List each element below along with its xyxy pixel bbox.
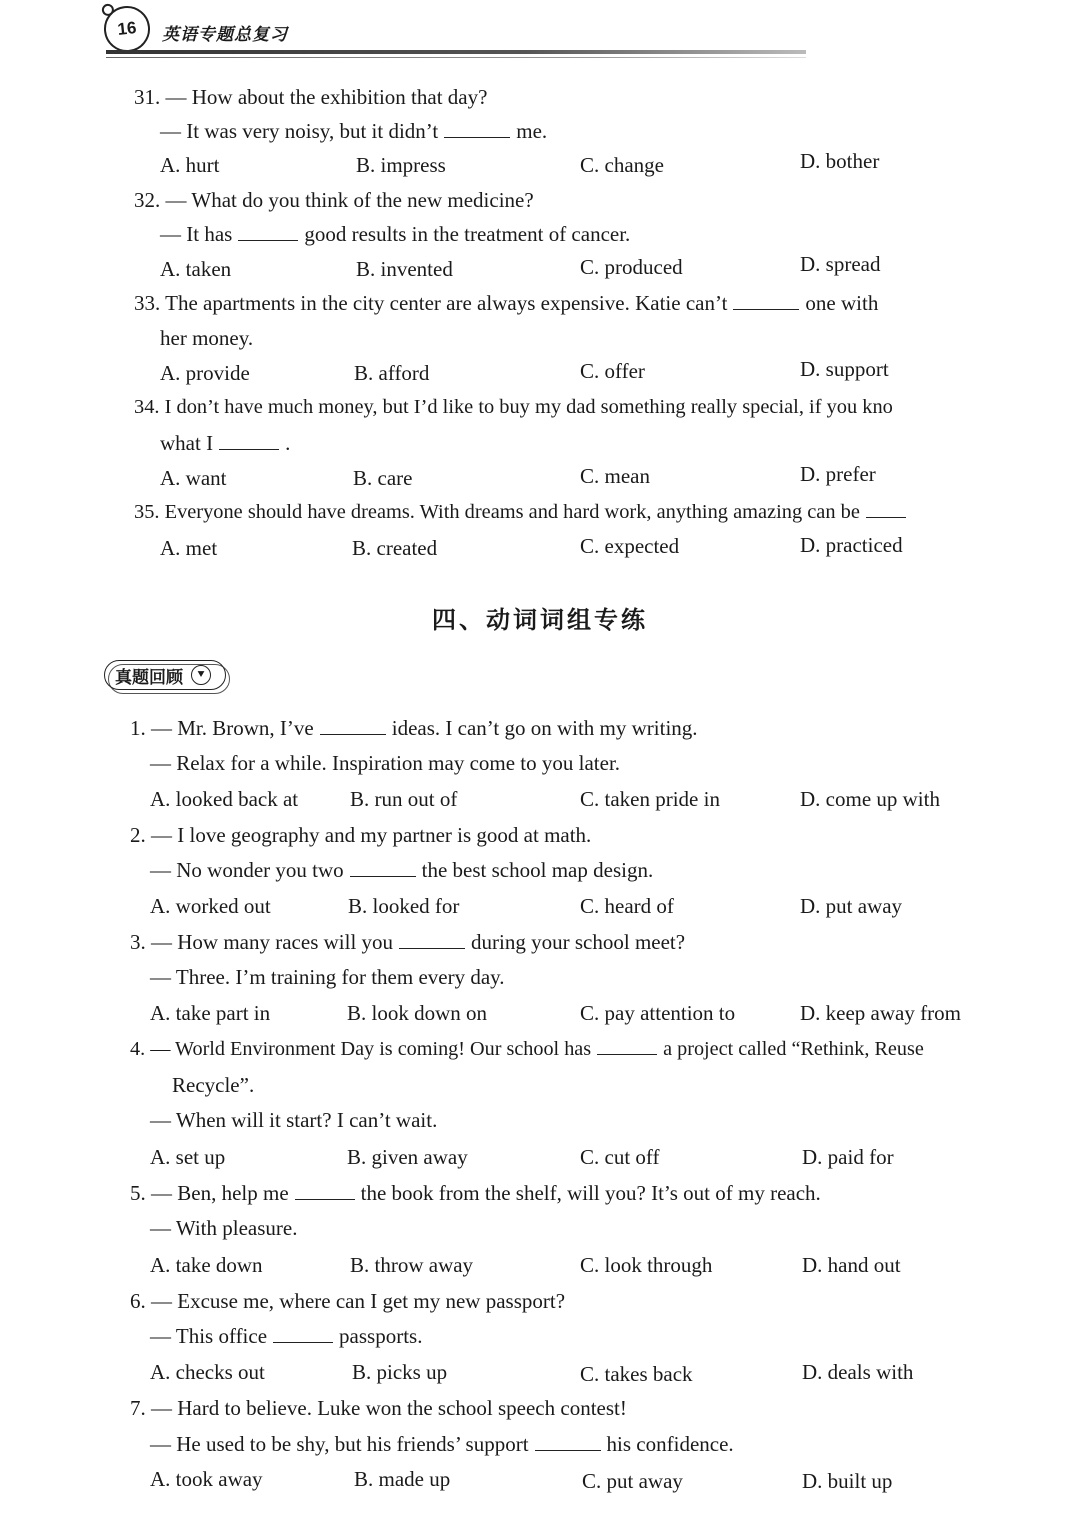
option-b: B. given away bbox=[347, 1145, 468, 1169]
question-number: 1. bbox=[130, 716, 146, 740]
option-a: A. provide bbox=[160, 361, 250, 385]
question-text: good results in the treatment of cancer. bbox=[304, 222, 631, 246]
question-stem bbox=[130, 927, 685, 957]
question-stem bbox=[130, 713, 698, 743]
question-line: — Relax for a while. Inspiration may come to you later. bbox=[150, 751, 621, 775]
question-line bbox=[150, 855, 653, 885]
question-line bbox=[160, 219, 630, 249]
question-stem bbox=[130, 820, 591, 850]
answer-blank bbox=[238, 222, 298, 241]
option-d: D. deals with bbox=[802, 1360, 914, 1384]
option-c: C. taken pride in bbox=[580, 787, 720, 811]
question-text: — Mr. Brown, I’ve bbox=[151, 716, 314, 740]
answer-blank bbox=[219, 431, 279, 450]
option-b: B. care bbox=[353, 466, 413, 490]
question-text: — Ben, help me bbox=[151, 1181, 289, 1205]
answer-blank bbox=[399, 930, 465, 949]
option-a: A. met bbox=[160, 536, 218, 560]
question-stem bbox=[130, 1178, 821, 1208]
question-text: — How many races will you bbox=[151, 930, 394, 954]
review-tag bbox=[104, 660, 226, 690]
book-title: 英语专题总复习 bbox=[162, 25, 288, 45]
option-b: B. invented bbox=[356, 257, 453, 281]
option-c: C. mean bbox=[580, 464, 650, 488]
question-text: Everyone should have dreams. With dreams and hard work, anything amazing can be bbox=[164, 501, 860, 523]
question-line bbox=[160, 428, 290, 458]
option-c: C. heard of bbox=[580, 894, 674, 918]
option-b: B. looked for bbox=[348, 894, 460, 918]
question-stem bbox=[134, 185, 534, 215]
question-line: Recycle”. bbox=[172, 1073, 255, 1097]
option-a: A. set up bbox=[150, 1145, 226, 1169]
question-number: 6. bbox=[130, 1289, 146, 1313]
option-d: D. put away bbox=[800, 894, 903, 918]
question-stem bbox=[134, 82, 487, 112]
question-number: 5. bbox=[130, 1181, 146, 1205]
header-rule bbox=[106, 50, 806, 54]
question-text: — Hard to believe. Luke won the school speech contest! bbox=[151, 1396, 627, 1420]
question-stem bbox=[130, 1286, 565, 1316]
question-text: — He used to be shy, but his friends’ support bbox=[150, 1432, 529, 1456]
answer-blank bbox=[320, 716, 386, 735]
option-a: A. take part in bbox=[150, 1001, 271, 1025]
question-stem bbox=[134, 288, 878, 318]
question-text: — This office bbox=[150, 1324, 268, 1348]
question-text: his confidence. bbox=[606, 1432, 734, 1456]
answer-blank bbox=[273, 1324, 333, 1343]
answer-blank bbox=[535, 1432, 601, 1451]
option-a: A. checks out bbox=[150, 1360, 265, 1384]
option-d: D. keep away from bbox=[800, 1001, 961, 1025]
question-number: 35. bbox=[134, 501, 160, 523]
header-rule-thin bbox=[106, 57, 806, 58]
question-number: 32. bbox=[134, 188, 161, 212]
question-number: 3. bbox=[130, 930, 146, 954]
answer-blank bbox=[350, 858, 416, 877]
question-text: one with bbox=[805, 291, 879, 315]
question-text: — I love geography and my partner is good at math. bbox=[151, 823, 592, 847]
question-number: 7. bbox=[130, 1396, 146, 1420]
question-text: the book from the shelf, will you? It’s out of my reach. bbox=[360, 1181, 821, 1205]
question-text: what I bbox=[160, 431, 214, 455]
option-c: C. pay attention to bbox=[580, 1001, 736, 1025]
double-chevron-down-icon: ⯆ bbox=[191, 665, 211, 685]
answer-blank bbox=[295, 1181, 355, 1200]
question-text: during your school meet? bbox=[471, 930, 686, 954]
question-text: ideas. I can’t go on with my writing. bbox=[391, 716, 698, 740]
question-text: I don’t have much money, but I’d like to buy my dad something really special, if you kno bbox=[164, 396, 893, 418]
question-number: 33. bbox=[134, 291, 161, 315]
option-c: C. offer bbox=[580, 359, 645, 383]
option-a: A. looked back at bbox=[150, 787, 299, 811]
page-number-badge: 16 bbox=[102, 4, 153, 55]
question-line bbox=[150, 1429, 734, 1459]
question-text: — How about the exhibition that day? bbox=[165, 85, 488, 109]
section-title: 四、动词词组专练 bbox=[432, 606, 648, 634]
option-d: D. paid for bbox=[802, 1145, 894, 1169]
page-header bbox=[100, 2, 820, 62]
question-text: me. bbox=[516, 119, 548, 143]
option-c: C. expected bbox=[580, 534, 680, 558]
question-stem bbox=[134, 392, 893, 422]
answer-blank bbox=[866, 499, 906, 518]
question-number: 2. bbox=[130, 823, 146, 847]
option-d: D. prefer bbox=[800, 462, 876, 486]
option-a: A. take down bbox=[150, 1253, 263, 1277]
option-b: B. afford bbox=[354, 361, 430, 385]
option-b: B. run out of bbox=[350, 787, 458, 811]
question-stem bbox=[134, 497, 912, 527]
option-a: A. took away bbox=[150, 1467, 263, 1491]
question-text: a project called “Rethink, Reuse bbox=[663, 1038, 924, 1060]
option-d: D. built up bbox=[802, 1469, 893, 1493]
option-d: D. support bbox=[800, 357, 889, 381]
question-number: 31. bbox=[134, 85, 161, 109]
question-text: — It was very noisy, but it didn’t bbox=[160, 119, 439, 143]
question-stem bbox=[130, 1393, 627, 1423]
question-text: — What do you think of the new medicine? bbox=[165, 188, 534, 212]
question-text: — It has bbox=[160, 222, 233, 246]
question-line bbox=[160, 116, 547, 146]
option-a: A. want bbox=[160, 466, 227, 490]
question-text: . bbox=[285, 431, 291, 455]
option-b: B. made up bbox=[354, 1467, 451, 1491]
question-number: 34. bbox=[134, 396, 160, 418]
question-line: — When will it start? I can’t wait. bbox=[150, 1108, 438, 1132]
option-b: B. impress bbox=[356, 153, 446, 177]
question-text: — No wonder you two bbox=[150, 858, 344, 882]
option-c: C. put away bbox=[582, 1469, 683, 1493]
option-d: D. spread bbox=[800, 252, 881, 276]
option-c: C. cut off bbox=[580, 1145, 660, 1169]
question-text: — World Environment Day is coming! Our school has bbox=[150, 1038, 592, 1060]
option-b: B. created bbox=[352, 536, 438, 560]
question-line: her money. bbox=[160, 326, 254, 350]
option-c: C. change bbox=[580, 153, 664, 177]
option-d: D. hand out bbox=[802, 1253, 901, 1277]
option-a: A. hurt bbox=[160, 153, 220, 177]
option-a: A. taken bbox=[160, 257, 232, 281]
review-tag-label: 真题回顾 bbox=[115, 667, 183, 688]
question-text: The apartments in the city center are always expensive. Katie can’t bbox=[165, 291, 728, 315]
option-b: B. picks up bbox=[352, 1360, 448, 1384]
question-text: passports. bbox=[339, 1324, 423, 1348]
question-line: — With pleasure. bbox=[150, 1216, 298, 1240]
question-line bbox=[150, 1321, 422, 1351]
option-a: A. worked out bbox=[150, 894, 271, 918]
answer-blank bbox=[733, 291, 799, 310]
option-c: C. takes back bbox=[580, 1362, 693, 1386]
answer-blank bbox=[444, 119, 510, 138]
option-d: D. bother bbox=[800, 149, 880, 173]
option-c: C. produced bbox=[580, 255, 683, 279]
question-stem bbox=[130, 1034, 924, 1064]
question-text: the best school map design. bbox=[421, 858, 654, 882]
question-number: 4. bbox=[130, 1038, 146, 1060]
question-text: — Excuse me, where can I get my new passport? bbox=[151, 1289, 566, 1313]
option-d: D. come up with bbox=[800, 787, 940, 811]
answer-blank bbox=[597, 1036, 657, 1055]
option-b: B. throw away bbox=[350, 1253, 474, 1277]
option-d: D. practiced bbox=[800, 533, 903, 557]
option-c: C. look through bbox=[580, 1253, 713, 1277]
option-b: B. look down on bbox=[347, 1001, 488, 1025]
question-line: — Three. I’m training for them every day. bbox=[150, 965, 505, 989]
